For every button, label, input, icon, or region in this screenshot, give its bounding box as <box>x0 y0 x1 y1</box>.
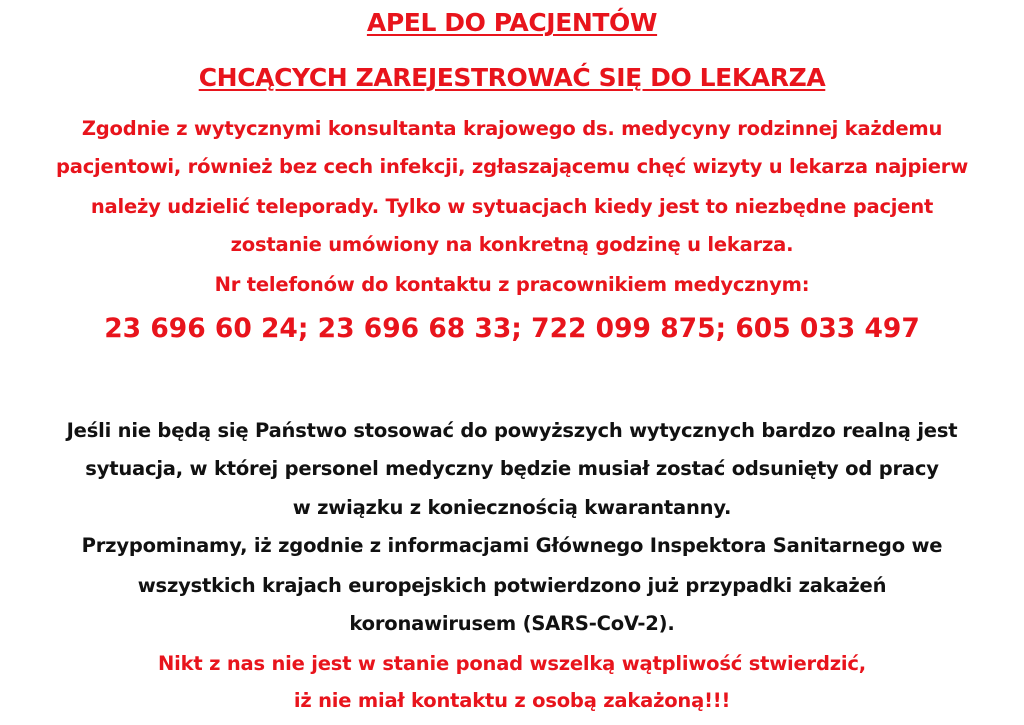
info-line-3: koronawirusem (SARS-CoV-2). <box>349 612 675 635</box>
intro-line-2: pacjentowi, również bez cech infekcji, zgłaszającemu chęć wizyty u lekarza najpierw <box>55 155 969 178</box>
info-line-2: wszystkich krajach europejskich potwierdzono już przypadki zakażeń <box>137 574 887 597</box>
phones-label: Nr telefonów do kontaktu z pracownikiem medycznym: <box>214 273 810 296</box>
notice-title-line-2: CHCĄCYCH ZAREJESTROWAĆ SIĘ DO LEKARZA <box>198 63 826 92</box>
warning-line-1: Jeśli nie będą się Państwo stosować do powyższych wytycznych bardzo realną jest <box>66 419 958 442</box>
intro-line-4: zostanie umówiony na konkretną godzinę u lekarza. <box>230 233 794 256</box>
closing-line-1: Nikt z nas nie jest w stanie ponad wszelką wątpliwość stwierdzić, <box>158 652 866 675</box>
closing-line-2: iż nie miał kontaktu z osobą zakażoną!!! <box>293 689 731 712</box>
phone-numbers: 23 696 60 24; 23 696 68 33; 722 099 875; 605 033 497 <box>104 313 920 344</box>
warning-line-2: sytuacja, w której personel medyczny będzie musiał zostać odsunięty od pracy <box>85 457 939 480</box>
info-line-1: Przypominamy, iż zgodnie z informacjami Głównego Inspektora Sanitarnego we <box>81 534 943 557</box>
notice-title-line-1: APEL DO PACJENTÓW <box>366 8 658 37</box>
warning-line-3: w związku z koniecznością kwarantanny. <box>292 496 732 519</box>
intro-line-1: Zgodnie z wytycznymi konsultanta krajowego ds. medycyny rodzinnej każdemu <box>81 117 943 140</box>
intro-line-3: należy udzielić teleporady. Tylko w sytuacjach kiedy jest to niezbędne pacjent <box>90 195 934 218</box>
